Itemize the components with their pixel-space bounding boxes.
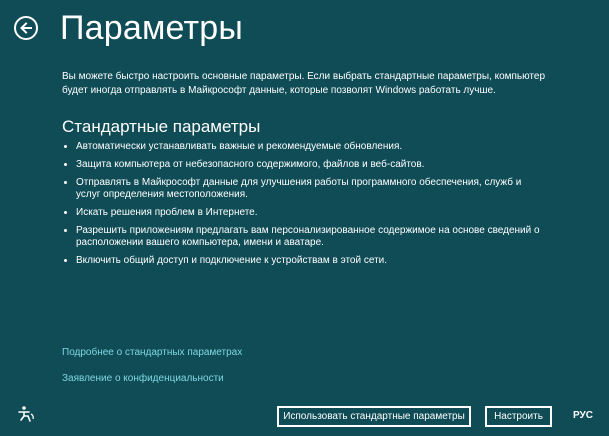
list-item (62, 159, 542, 171)
bullet-icon (64, 211, 67, 214)
bullet-icon (64, 181, 67, 184)
privacy-statement-link[interactable]: Заявление о конфиденциальности (62, 373, 224, 384)
bullet-icon (64, 229, 67, 232)
page-title: Параметры (60, 9, 244, 47)
list-item-text: Защита компьютера от небезопасного содержимого, файлов и веб-сайтов. (76, 159, 425, 170)
bullet-icon (64, 163, 67, 166)
list-item-text: Отправлять в Майкрософт данные для улучшения работы программного обеспечения, служб и услуг определения местоположения. (76, 177, 522, 200)
intro-text: Вы можете быстро настроить основные параметры. Если выбрать стандартные параметры, компьютер будет иногда отправлять в Майкрософт данные, которые позволят Windows работать лучше. (62, 71, 546, 96)
section-heading: Стандартные параметры (62, 117, 261, 136)
learn-more-link[interactable]: Подробнее о стандартных параметрах (62, 347, 243, 358)
use-express-settings-button[interactable]: Использовать стандартные параметры (277, 406, 471, 427)
list-item (62, 255, 542, 267)
list-item-text: Разрешить приложениям предлагать вам персонализированное содержимое на основе сведений о расположении вашего компьютера, имени и аватаре. (76, 225, 540, 248)
customize-button[interactable]: Настроить (485, 406, 552, 427)
list-item-text: Включить общий доступ и подключение к устройствам в этой сети. (76, 255, 388, 266)
list-item (62, 141, 542, 153)
settings-list (62, 141, 542, 273)
list-item (62, 177, 542, 201)
back-arrow-icon (19, 21, 33, 35)
bullet-icon (64, 145, 67, 148)
back-button[interactable] (14, 16, 38, 40)
bullet-icon (64, 259, 67, 262)
list-item-text: Искать решения проблем в Интернете. (76, 207, 258, 218)
language-indicator[interactable]: РУС (573, 410, 593, 421)
list-item (62, 207, 542, 219)
list-item-text: Автоматически устанавливать важные и рекомендуемые обновления. (76, 141, 403, 152)
ease-of-access-icon[interactable] (16, 405, 36, 425)
list-item (62, 225, 542, 249)
